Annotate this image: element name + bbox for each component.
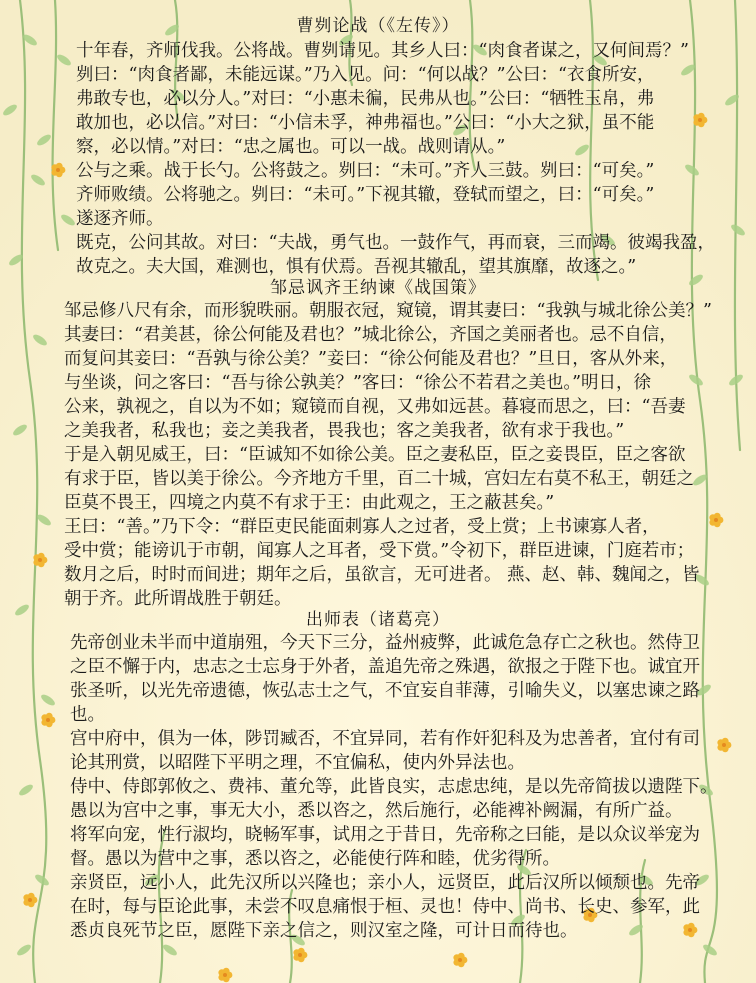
text-line: 有求于臣，皆以美于徐公。今齐地方千里，百二十城，宫妇左右莫不私王，朝廷之 (64, 469, 694, 489)
text-line: 宫中府中，俱为一体，陟罚臧否，不宜异同，若有作奸犯科及为忠善者，宜付有司 (70, 729, 700, 749)
text-line: 亲贤臣，远小人，此先汉所以兴隆也；亲小人，远贤臣，此后汉所以倾颓也。先帝 (70, 873, 700, 893)
text-line: 也。 (70, 705, 105, 725)
text-line: 论其刑赏，以昭陛下平明之理，不宜偏私，使内外异法也。 (70, 753, 525, 773)
text-line: 遂逐齐师。 (76, 209, 164, 229)
text-line: 故克之。夫大国，难测也，惧有伏焉。吾视其辙乱，望其旗靡，故逐之。” (76, 257, 637, 277)
text-line: 之臣不懈于内，忠志之士忘身于外者，盖追先帝之殊遇，欲报之于陛下也。诚宜开 (70, 657, 700, 677)
text-line: 愚以为宫中之事，事无大小，悉以咨之，然后施行，必能裨补阙漏，有所广益。 (70, 801, 683, 821)
text-line: 受中赏；能谤讥于市朝，闻寡人之耳者，受下赏。”令初下，群臣进谏，门庭若市； (64, 541, 695, 561)
text-line: 朝于齐。此所谓战胜于朝廷。 (64, 589, 292, 609)
text-line: 数月之后，时时而间进；期年之后，虽欲言，无可进者。 燕、赵、韩、魏闻之，皆 (64, 565, 700, 585)
text-line: 与坐谈，问之客曰：“吾与徐公孰美？”客曰：“徐公不若君之美也。”明日，徐 (64, 373, 652, 393)
text-line: 先帝创业未半而中道崩殂，今天下三分，益州疲弊，此诚危急存亡之秋也。然侍卫 (70, 633, 700, 653)
section-title: 邹忌讽齐王纳谏《战国策》 (270, 278, 486, 298)
text-line: 十年春，齐师伐我。公将战。曹刿请见。其乡人曰：“肉食者谋之，又何间焉？” (76, 41, 689, 61)
text-line: 公与之乘。战于长勺。公将鼓之。刿曰：“未可。”齐人三鼓。刿曰：“可矣。” (76, 161, 655, 181)
text-line: 之美我者，私我也；妾之美我者，畏我也；客之美我者，欲有求于我也。” (64, 421, 625, 441)
text-line: 张圣听，以光先帝遗德，恢弘志士之气，不宜妄自菲薄，引喻失义，以塞忠谏之路 (70, 681, 700, 701)
text-line: 而复问其妾曰：“吾孰与徐公美？”妾曰：“徐公何能及君也？”旦日，客从外来， (64, 349, 678, 369)
text-line: 将军向宠，性行淑均，晓畅军事，试用之于昔日，先帝称之曰能，是以众议举宠为 (70, 825, 700, 845)
text-line: 公来，孰视之，自以为不如；窥镜而自视，又弗如远甚。暮寝而思之，曰：“吾妻 (64, 397, 686, 417)
section-title: 曹刿论战（《左传》） (296, 16, 460, 36)
text-line: 王曰：“善。”乃下令：“群臣吏民能面刺寡人之过者，受上赏；上书谏寡人者， (64, 517, 660, 537)
text-line: 弗敢专也，必以分人。”对曰：“小惠未徧，民弗从也。”公曰：“牺牲玉帛，弗 (76, 89, 655, 109)
text-line: 齐师败绩。公将驰之。刿曰：“未可。”下视其辙，登轼而望之，曰：“可矣。” (76, 185, 655, 205)
text-line: 察，必以情。”对曰：“忠之属也。可以一战。战则请从。” (76, 137, 506, 157)
text-line: 其妻曰：“君美甚，徐公何能及君也？”城北徐公，齐国之美丽者也。忌不自信， (64, 325, 677, 345)
text-line: 敢加也，必以信。”对曰：“小信未孚，神弗福也。”公曰：“小大之狱，虽不能 (76, 113, 655, 133)
text-line: 在时，每与臣论此事，未尝不叹息痛恨于桓、灵也！侍中、尚书、长史、参军，此 (70, 897, 700, 917)
text-line: 刿曰：“肉食者鄙，未能远谋。”乃入见。问：“何以战？”公曰：“衣食所安， (76, 65, 655, 85)
text-line: 悉贞良死节之臣，愿陛下亲之信之，则汉室之隆，可计日而待也。 (70, 921, 578, 941)
text-line: 督。愚以为营中之事，悉以咨之，必能使行阵和睦，优劣得所。 (70, 849, 560, 869)
text-line: 臣莫不畏王，四境之内莫不有求于王：由此观之，王之蔽甚矣。” (64, 493, 555, 513)
text-line: 既克，公问其故。对曰：“夫战，勇气也。一鼓作气，再而衰，三而竭。彼竭我盈， (76, 233, 715, 253)
text-line: 于是入朝见威王，曰：“臣诚知不如徐公美。臣之妻私臣，臣之妾畏臣，臣之客欲 (64, 445, 686, 465)
text-line: 邹忌修八尺有余，而形貌昳丽。朝服衣冠，窥镜，谓其妻曰：“我孰与城北徐公美？” (64, 301, 712, 321)
text-line: 侍中、侍郎郭攸之、费祎、董允等，此皆良实，志虑忠纯，是以先帝简拔以遗陛下。 (70, 777, 718, 797)
section-title: 出师表（诸葛亮） (306, 610, 450, 630)
